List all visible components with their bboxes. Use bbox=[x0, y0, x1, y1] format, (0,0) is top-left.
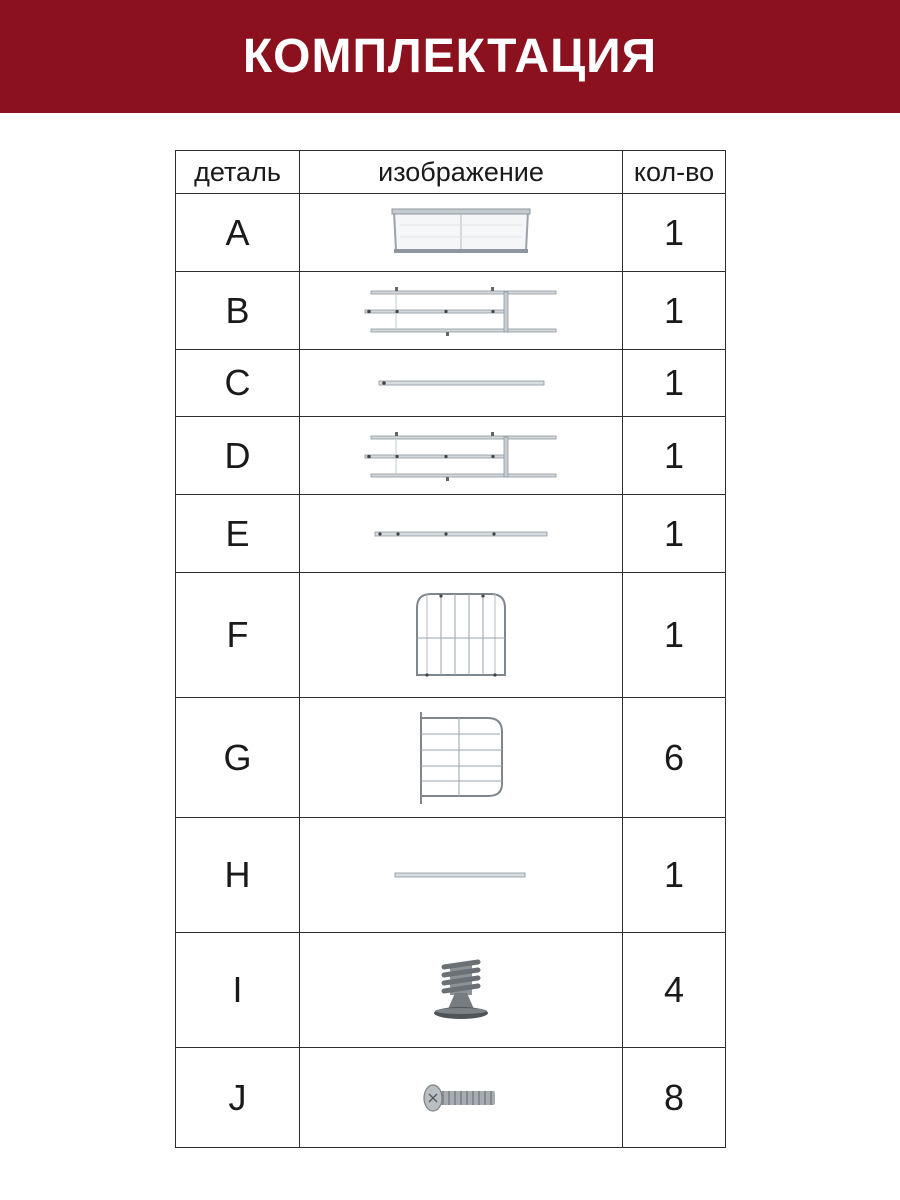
image-cell bbox=[300, 818, 623, 933]
detail-cell: D bbox=[176, 417, 300, 495]
side-rail-frame-icon bbox=[361, 283, 561, 339]
image-cell bbox=[300, 194, 623, 272]
image-cell bbox=[300, 1048, 623, 1148]
image-cell bbox=[300, 698, 623, 818]
qty-cell: 6 bbox=[623, 698, 726, 818]
detail-cell: C bbox=[176, 350, 300, 417]
grid-panel-side-icon bbox=[416, 708, 506, 808]
column-header-qty: кол-во bbox=[623, 151, 726, 194]
detail-cell: H bbox=[176, 818, 300, 933]
table-row bbox=[176, 194, 726, 272]
image-cell bbox=[300, 573, 623, 698]
foot-screw-icon bbox=[426, 955, 496, 1025]
detail-cell: B bbox=[176, 272, 300, 350]
table-row bbox=[176, 272, 726, 350]
qty-cell: 1 bbox=[623, 417, 726, 495]
page-title: КОМПЛЕКТАЦИЯ bbox=[242, 30, 658, 83]
table-row bbox=[176, 933, 726, 1048]
qty-cell: 1 bbox=[623, 350, 726, 417]
qty-cell: 1 bbox=[623, 818, 726, 933]
parts-table bbox=[175, 150, 726, 1148]
qty-cell: 1 bbox=[623, 272, 726, 350]
detail-cell: J bbox=[176, 1048, 300, 1148]
image-cell bbox=[300, 350, 623, 417]
table-row bbox=[176, 698, 726, 818]
side-rail-frame-icon bbox=[361, 428, 561, 484]
table-row bbox=[176, 495, 726, 573]
detail-cell: F bbox=[176, 573, 300, 698]
short-rod-icon bbox=[371, 375, 551, 391]
qty-cell: 1 bbox=[623, 495, 726, 573]
qty-cell: 1 bbox=[623, 194, 726, 272]
table-row bbox=[176, 573, 726, 698]
bolt-icon bbox=[421, 1081, 501, 1115]
column-header-image: изображение bbox=[300, 151, 623, 194]
image-cell bbox=[300, 933, 623, 1048]
detail-cell: I bbox=[176, 933, 300, 1048]
detail-cell: E bbox=[176, 495, 300, 573]
table-row bbox=[176, 350, 726, 417]
thin-bar-icon bbox=[391, 869, 531, 881]
table-row bbox=[176, 1048, 726, 1148]
qty-cell: 8 bbox=[623, 1048, 726, 1148]
rod-with-holes-icon bbox=[371, 526, 551, 542]
header-banner bbox=[0, 0, 900, 113]
table-row bbox=[176, 417, 726, 495]
image-cell bbox=[300, 272, 623, 350]
detail-cell: G bbox=[176, 698, 300, 818]
qty-cell: 4 bbox=[623, 933, 726, 1048]
grid-panel-icon bbox=[411, 590, 511, 680]
table-header-row bbox=[176, 151, 726, 194]
column-header-detail: деталь bbox=[176, 151, 300, 194]
image-cell bbox=[300, 495, 623, 573]
detail-cell: A bbox=[176, 194, 300, 272]
tray-frame-icon bbox=[386, 203, 536, 263]
image-cell bbox=[300, 417, 623, 495]
table-row bbox=[176, 818, 726, 933]
qty-cell: 1 bbox=[623, 573, 726, 698]
